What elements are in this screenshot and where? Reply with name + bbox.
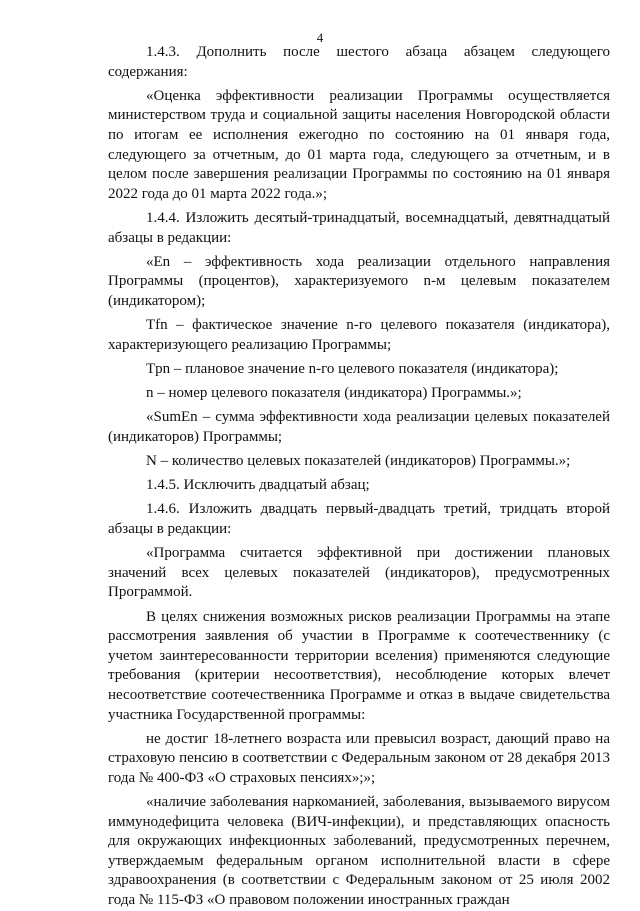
paragraph-tfn-definition: Tfn – фактическое значение n-го целевого показателя (индикатора), характеризующего реализацию Программы; [108,317,610,353]
page-number: 4 [316,30,324,45]
paragraph-en-definition: «En – эффективность хода реализации отдельного направления Программы (процентов), характеризуемого n-м целевым показателем (индикатором); [108,253,610,309]
paragraph-1-4-5: 1.4.5. Исключить двадцатый абзац; [146,477,370,494]
paragraph-disease-criterion: «наличие заболевания наркоманией, заболевания, вызываемого вирусом иммунодефицита человека (ВИЧ-инфекции), и представляющих опасность для окружающих инфекционных заболеваний, предусмотренных перечнем, утверждаемым федеральным органом исполнительной власти в сфере здравоохранения (в соответствии с Федеральным законом от 25 июля 2002 года № 115-ФЗ «О правовом положении иностранных граждан [108,794,610,909]
paragraph-1-4-6: 1.4.6. Изложить двадцать первый-двадцать третий, тридцать второй абзацы в редакции: [108,501,610,537]
paragraph-count-definition: N – количество целевых показателей (индикаторов) Программы.»; [146,453,571,470]
paragraph-1-4-4: 1.4.4. Изложить десятый-тринадцатый, восемнадцатый, девятнадцатый абзацы в редакции: [108,209,610,246]
paragraph-evaluation-quote: «Оценка эффективности реализации Программы осуществляется министерством труда и социальной защиты населения Новгородской области по итогам ее исполнения ежегодно по состоянию на 01 января года, следующего за отчетным, до 01 марта года, следующего за отчетным, и в целом после завершения реализации Программы по состоянию на 01 января 2022 года до 01 марта 2022 года.»; [108,87,610,202]
paragraph-effectiveness-quote: «Программа считается эффективной при достижении плановых значений всех целевых показателей (индикаторов), предусмотренных Программой. [108,545,610,601]
paragraph-sumen-definition: «SumEn – сумма эффективности хода реализации целевых показателей (индикаторов) Программы; [108,409,610,445]
paragraph-tpn-definition: Tpn – плановое значение n-го целевого показателя (индикатора); [146,360,559,377]
paragraph-risk-criteria: В целях снижения возможных рисков реализации Программы на этапе рассмотрения заявления об участии в Программе к соотечественнику (с учетом заинтересованности территории вселения) применяются следующие требования (критерии несоответствия), несоблюдение которых влечет несоответствие соотечественника Программе и отказ в выдаче свидетельства участника Государственной программы: [108,608,610,723]
paragraph-1-4-3: 1.4.3. Дополнить после шестого абзаца абзацем следующего содержания: [108,44,610,80]
document-body [108,43,610,911]
paragraph-n-definition: n – номер целевого показателя (индикатора) Программы.»; [146,385,522,402]
paragraph-age-criterion: не достиг 18-летнего возраста или превысил возраст, дающий право на страховую пенсию в соответствии с Федеральным законом от 28 декабря 2013 года № 400-ФЗ «О страховых пенсиях»;»; [108,730,610,786]
